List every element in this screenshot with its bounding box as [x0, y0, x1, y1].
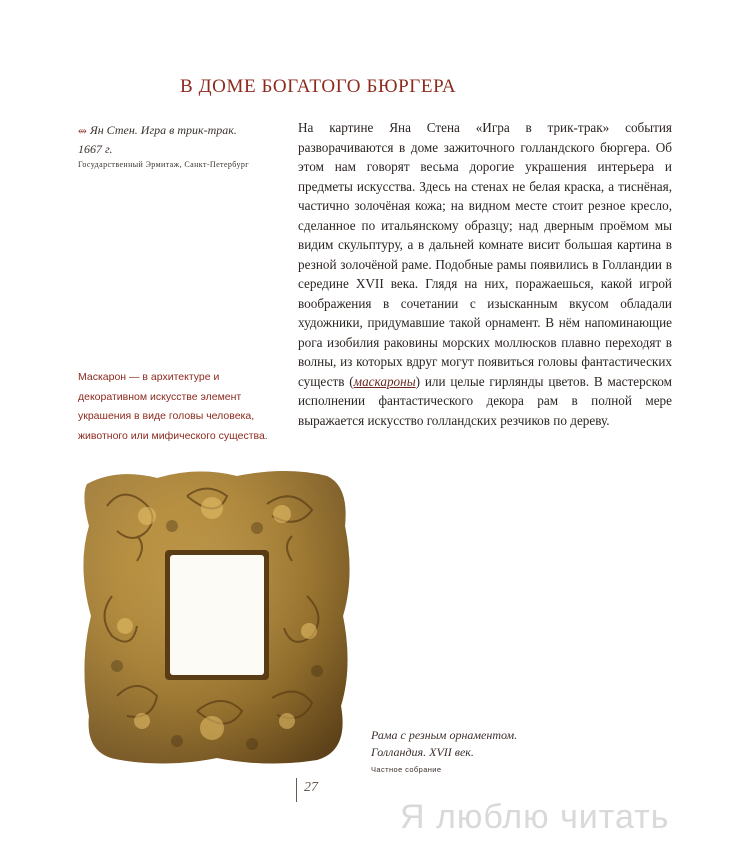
frame-caption-line1: Рама с резным орнаментом. [371, 728, 518, 742]
watermark: Я люблю читать [400, 798, 670, 836]
carved-frame-image [77, 466, 355, 768]
gilded-frame-illustration [77, 466, 355, 768]
mascaron-definition: Маскарон — в архитектуре и декоративном искусстве элемент украшения в виде головы человека, животного или мифического существа. [78, 371, 268, 442]
page-number: 27 [304, 780, 318, 795]
frame-caption-collection: Частное собрание [371, 765, 442, 774]
painting-caption [78, 121, 278, 169]
ornament-icon: ⥈ [78, 125, 87, 137]
body-text-part2: ) или целые гирлянды цветов. В мастерском исполнении фантастического декора рам в полной мере выражается искусство голландских резчиков по дереву. [298, 373, 672, 428]
frame-caption [371, 727, 571, 774]
painting-caption-museum: Государственный Эрмитаж, Санкт-Петербург [78, 160, 249, 169]
page-number-divider [296, 778, 297, 802]
mascaron-link[interactable]: маскароны [353, 373, 416, 389]
body-text-part1: На картине Яна Стена «Игра в трик-трак» события разворачиваются в доме зажиточного голландского бюргера. Об этом нам говорят весьма дорогие украшения интерьера и предметы искусства. Здесь на стенах не белая краска, а тиснёная, частично золочёная кожа; на видном месте стоит резное кресло, сделанное по итальянскому образцу; над дверным проёмом мы видим скульптуру, а в дальней комнате висит большая картина в резной золочёной раме. Подобные рамы появились в Голландии в середине XVII века. Глядя на них, поражаешься, какой игрой воображения в сочетании с изысканным вкусом обладали художники, придумавшие такой орнамент. В нём напоминающие рога изобилия раковины морских моллюсков плавно переходят в волны, из которых вдруг могут появиться головы фантастических существ ( [298, 120, 672, 389]
painting-caption-text: Ян Стен. Игра в трик-трак. [89, 123, 237, 137]
page-title: В ДОМЕ БОГАТОГО БЮРГЕРА [180, 76, 457, 97]
frame-caption-line2: Голландия. XVII век. [371, 745, 474, 759]
painting-caption-year: 1667 г. [78, 142, 113, 156]
body-paragraph [298, 118, 672, 430]
